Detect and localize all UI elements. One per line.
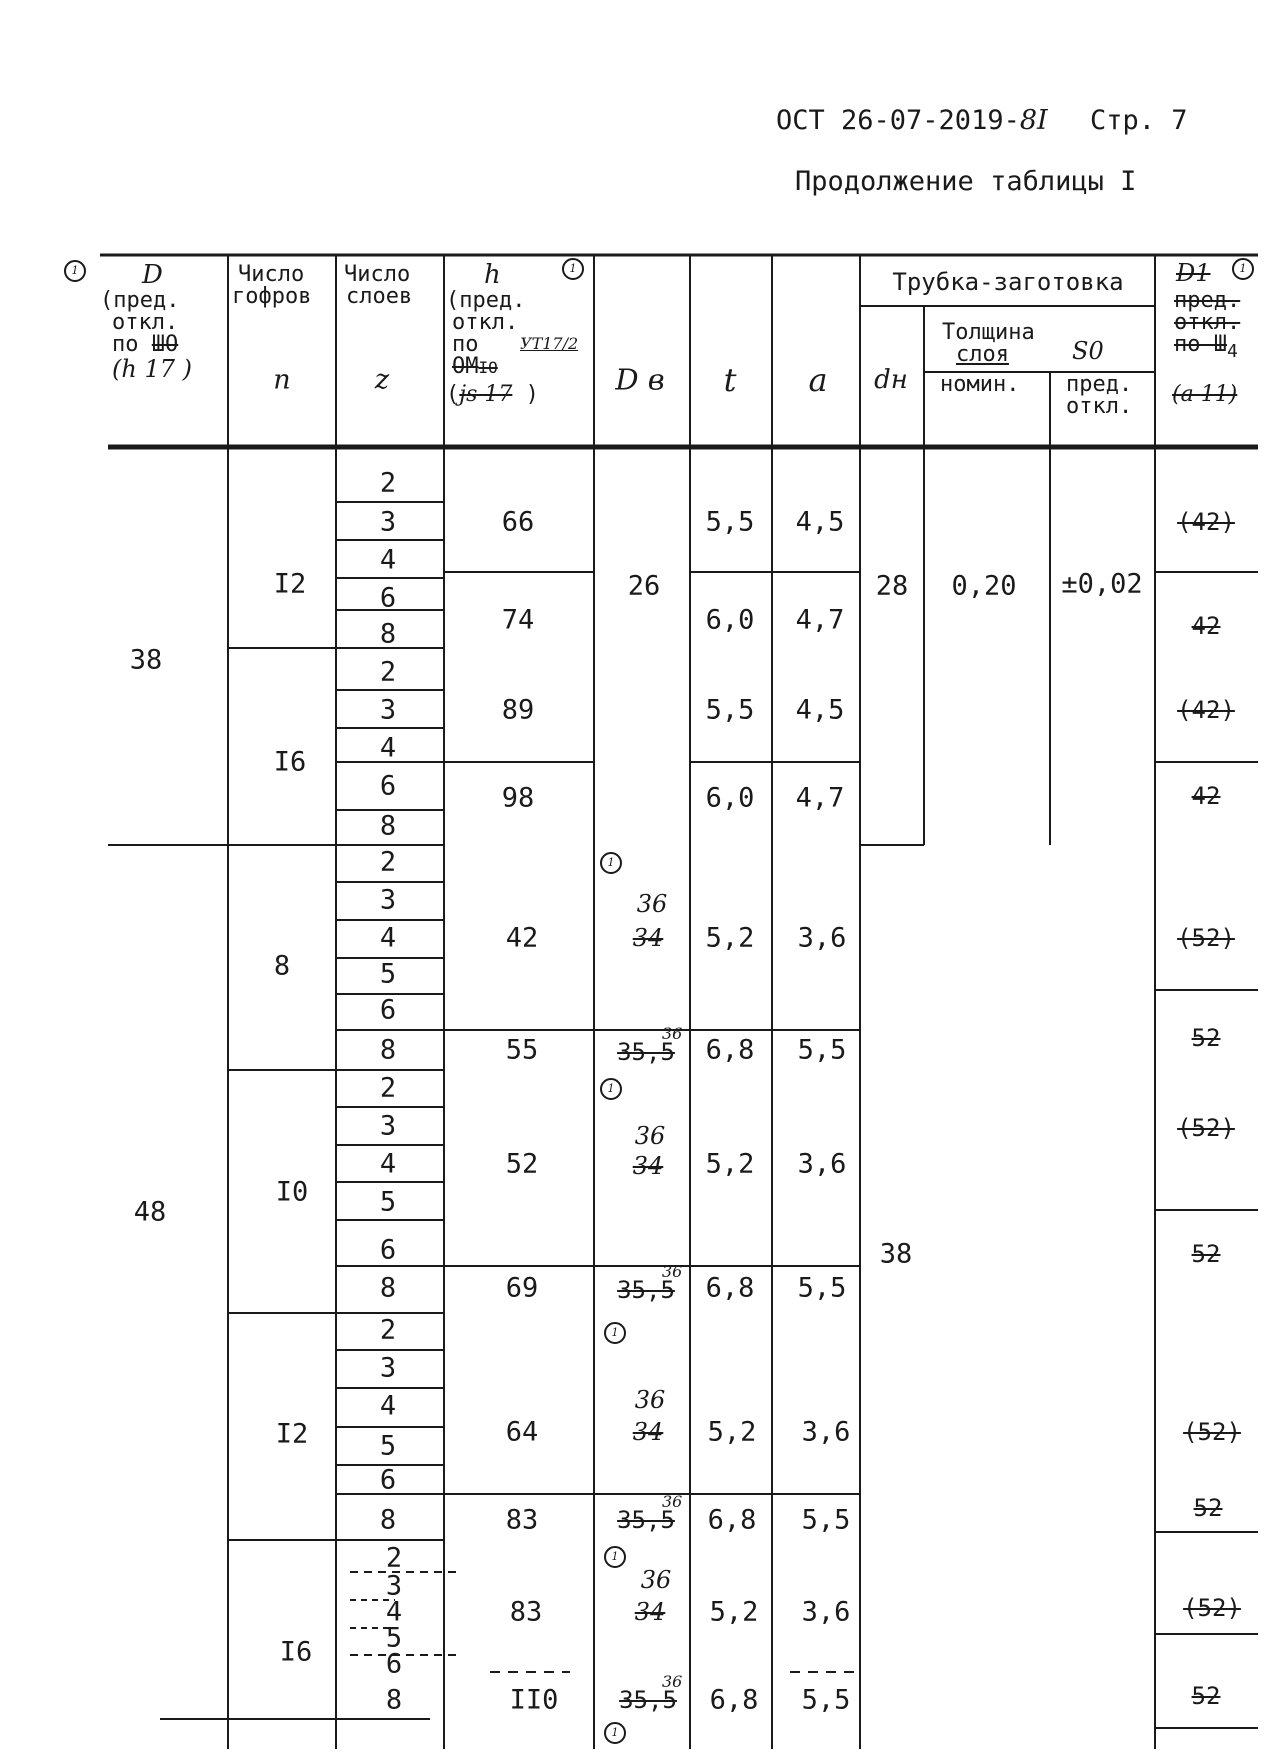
revision-mark-circle: 1	[64, 260, 86, 282]
header-thickness-nominal: номин.	[940, 372, 1020, 397]
h-value: 83	[509, 1596, 543, 1628]
z-value: 4	[379, 1390, 397, 1422]
a-value: 5,5	[797, 1034, 847, 1066]
revision-mark-circle: 1	[604, 1722, 626, 1744]
D1-value-struck: (52)	[1183, 1418, 1241, 1446]
t-value: 6,8	[705, 1272, 755, 1304]
z-value: 6	[379, 770, 397, 802]
header-t-symbol: t	[723, 361, 737, 399]
t-value: 6,8	[709, 1684, 759, 1716]
Dv-value: 26	[627, 570, 661, 602]
D1-value-struck: 52	[1191, 1024, 1221, 1052]
z-value: 4	[379, 1148, 397, 1180]
header-thickness-dev-line2: откл.	[1066, 394, 1133, 419]
header-D1-line3-struck: по Ш	[1174, 332, 1227, 357]
header-n-line2: гофров	[232, 284, 312, 309]
header-D-line2: откл.	[112, 310, 179, 335]
z-value: 2	[385, 1542, 403, 1574]
header-D1-revision-mark: 1	[1232, 258, 1254, 280]
z-value: 5	[379, 1430, 397, 1462]
header-thickness-dev-line1: пред.	[1066, 372, 1133, 397]
header-h-line5	[446, 384, 539, 406]
header-D1-line1: пред.	[1174, 288, 1241, 313]
Dv-old-value-struck: 35,5	[619, 1686, 677, 1714]
header-D1-symbol: D1	[1176, 259, 1211, 287]
z-value: 4	[385, 1596, 403, 1628]
header-z-symbol: z	[374, 364, 390, 396]
header-h-revision-mark: 1	[562, 258, 584, 280]
z-value: 2	[379, 1072, 397, 1104]
header-z-line1: Число	[344, 262, 411, 287]
Dv-new-value: 36	[634, 1122, 666, 1150]
header-D1-line2: откл.	[1174, 310, 1241, 335]
revision-mark-circle: 1	[600, 1078, 622, 1100]
t-value: 5,2	[709, 1596, 759, 1628]
thickness-deviation-value: ±0,02	[1061, 568, 1143, 600]
t-value: 5,2	[705, 922, 755, 954]
Dv-new-value: 36	[662, 1024, 683, 1043]
Dv-new-value: 36	[662, 1492, 683, 1511]
t-value: 5,5	[705, 506, 755, 538]
z-value: 2	[379, 846, 397, 878]
header-D-line3-struck: ШО	[151, 332, 179, 357]
h-value: 69	[505, 1272, 539, 1304]
Dv-old-value-struck: 34	[632, 924, 664, 952]
n-value: I6	[273, 746, 307, 778]
Dv-old-value-struck: 34	[632, 1152, 664, 1180]
h-value: II0	[509, 1684, 559, 1716]
header-dn-symbol: dн	[874, 365, 908, 395]
t-value: 6,0	[705, 782, 755, 814]
D1-value-struck: 42	[1191, 782, 1221, 810]
h-value: 66	[501, 506, 535, 538]
D1-value-struck: (42)	[1177, 696, 1235, 724]
z-value: 5	[379, 1186, 397, 1218]
h-value: 83	[505, 1504, 539, 1536]
D1-value-struck: (42)	[1177, 508, 1235, 536]
z-value: 4	[379, 544, 397, 576]
a-value: 3,6	[801, 1416, 851, 1448]
Dv-old-value-struck: 35,5	[617, 1276, 675, 1304]
D-value: 48	[133, 1196, 167, 1228]
header-h-line5-struck: s 17	[466, 382, 513, 407]
h-value: 52	[505, 1148, 539, 1180]
Dv-old-value-struck: 35,5	[617, 1506, 675, 1534]
header-D-symbol: D	[142, 260, 163, 290]
a-value: 4,5	[795, 506, 845, 538]
header-h-handwritten: УТ17/2	[520, 334, 579, 353]
z-value: 8	[379, 1034, 397, 1066]
z-value: 8	[379, 618, 397, 650]
D1-value-struck: 52	[1191, 1682, 1221, 1710]
z-value: 5	[385, 1622, 403, 1654]
Dv-new-value: 36	[662, 1672, 683, 1691]
h-value: 74	[501, 604, 535, 636]
a-value: 5,5	[801, 1684, 851, 1716]
revision-mark-circle: 1	[600, 852, 622, 874]
header-D1-line4: (a 11)	[1172, 382, 1238, 407]
header-h-line4	[452, 356, 498, 379]
D-value: 38	[129, 644, 163, 676]
header-thickness-line1: Толщина	[942, 320, 1035, 345]
table-continuation-title: Продолжение таблицы I	[795, 166, 1137, 197]
z-value: 8	[379, 1504, 397, 1536]
n-value: I2	[275, 1418, 309, 1450]
z-value: 3	[379, 506, 397, 538]
header-h-line3: по	[452, 332, 479, 357]
n-value: I2	[273, 568, 307, 600]
Dv-old-value-struck: 34	[632, 1418, 664, 1446]
a-value: 4,5	[795, 694, 845, 726]
header-h-line4-struck: ОМ	[452, 354, 479, 379]
header-Dv-symbol: D в	[615, 362, 665, 397]
a-value: 3,6	[797, 1148, 847, 1180]
z-value: 6	[379, 994, 397, 1026]
t-value: 5,2	[707, 1416, 757, 1448]
Dv-new-value: 36	[636, 890, 668, 918]
n-value: I0	[275, 1176, 309, 1208]
document-code-printed: ОСТ 26-07-2019-	[776, 105, 1020, 136]
header-z-line2: слоев	[346, 284, 413, 309]
header-h-line2: откл.	[452, 310, 519, 335]
header-h-line5-close: )	[525, 382, 539, 407]
t-value: 5,5	[705, 694, 755, 726]
a-value: 5,5	[801, 1504, 851, 1536]
header-n-symbol: n	[273, 364, 291, 396]
header-D-line1: (пред.	[100, 288, 180, 313]
dn-value: 38	[879, 1238, 913, 1270]
z-value: 8	[385, 1684, 403, 1716]
z-value: 4	[379, 732, 397, 764]
z-value: 2	[379, 656, 397, 688]
a-value: 3,6	[797, 922, 847, 954]
revision-mark-circle: 1	[604, 1322, 626, 1344]
t-value: 6,0	[705, 604, 755, 636]
page-number: Стр. 7	[1090, 105, 1188, 136]
h-value: 98	[501, 782, 535, 814]
z-value: 3	[379, 1110, 397, 1142]
header-h-line4-sub: IO	[478, 358, 498, 377]
t-value: 6,8	[705, 1034, 755, 1066]
D1-value-struck: (52)	[1177, 924, 1235, 952]
header-a-symbol: a	[808, 361, 828, 399]
n-value: I6	[279, 1636, 313, 1668]
a-value: 3,6	[801, 1596, 851, 1628]
D1-value-struck: 52	[1193, 1494, 1223, 1522]
h-value: 64	[505, 1416, 539, 1448]
header-D1-line3-sub: 4	[1226, 341, 1238, 362]
header-D-line4: (h 17 )	[112, 355, 192, 383]
Dv-old-value-struck: 34	[634, 1598, 666, 1626]
D1-value-struck: 52	[1191, 1240, 1221, 1268]
header-h-line1: (пред.	[446, 288, 526, 313]
dn-value: 28	[875, 570, 909, 602]
z-value: 3	[379, 694, 397, 726]
h-value: 42	[505, 922, 539, 954]
D1-value-struck: (52)	[1183, 1594, 1241, 1622]
z-value: 2	[379, 467, 397, 499]
a-value: 4,7	[795, 782, 845, 814]
n-value: 8	[273, 950, 291, 982]
z-value: 2	[379, 1314, 397, 1346]
z-value: 8	[379, 1272, 397, 1304]
a-value: 4,7	[795, 604, 845, 636]
z-value: 6	[379, 1234, 397, 1266]
h-value: 55	[505, 1034, 539, 1066]
header-thickness-symbol: S0	[1072, 337, 1104, 365]
document-code-year: 8I	[1019, 105, 1048, 136]
header-D1-line3	[1174, 334, 1238, 363]
header-tube-blank-group: Трубка-заготовка	[892, 268, 1124, 296]
z-value: 3	[385, 1570, 403, 1602]
z-value: 6	[379, 582, 397, 614]
Dv-new-value: 36	[634, 1386, 666, 1414]
header-h-line5-j: j	[459, 382, 467, 407]
z-value: 8	[379, 810, 397, 842]
z-value: 6	[385, 1648, 403, 1680]
z-value: 3	[379, 1352, 397, 1384]
z-value: 6	[379, 1464, 397, 1496]
header-n-line1: Число	[238, 262, 305, 287]
a-value: 5,5	[797, 1272, 847, 1304]
h-value: 89	[501, 694, 535, 726]
header-D-line3	[112, 334, 178, 356]
z-value: 3	[379, 884, 397, 916]
t-value: 5,2	[705, 1148, 755, 1180]
z-value: 5	[379, 958, 397, 990]
Dv-new-value: 36	[662, 1262, 683, 1281]
revision-mark-circle: 1	[604, 1546, 626, 1568]
z-value: 4	[379, 922, 397, 954]
thickness-nominal-value: 0,20	[951, 570, 1017, 602]
t-value: 6,8	[707, 1504, 757, 1536]
header-h-symbol: h	[484, 260, 501, 290]
D1-value-struck: 42	[1191, 612, 1221, 640]
header-h-line5-open: (	[446, 382, 460, 407]
header-D-line3-po: по	[112, 332, 139, 357]
header-thickness-line2: слоя	[956, 342, 1009, 367]
Dv-new-value: 36	[640, 1566, 672, 1594]
D1-value-struck: (52)	[1177, 1114, 1235, 1142]
Dv-old-value-struck: 35,5	[617, 1038, 675, 1066]
